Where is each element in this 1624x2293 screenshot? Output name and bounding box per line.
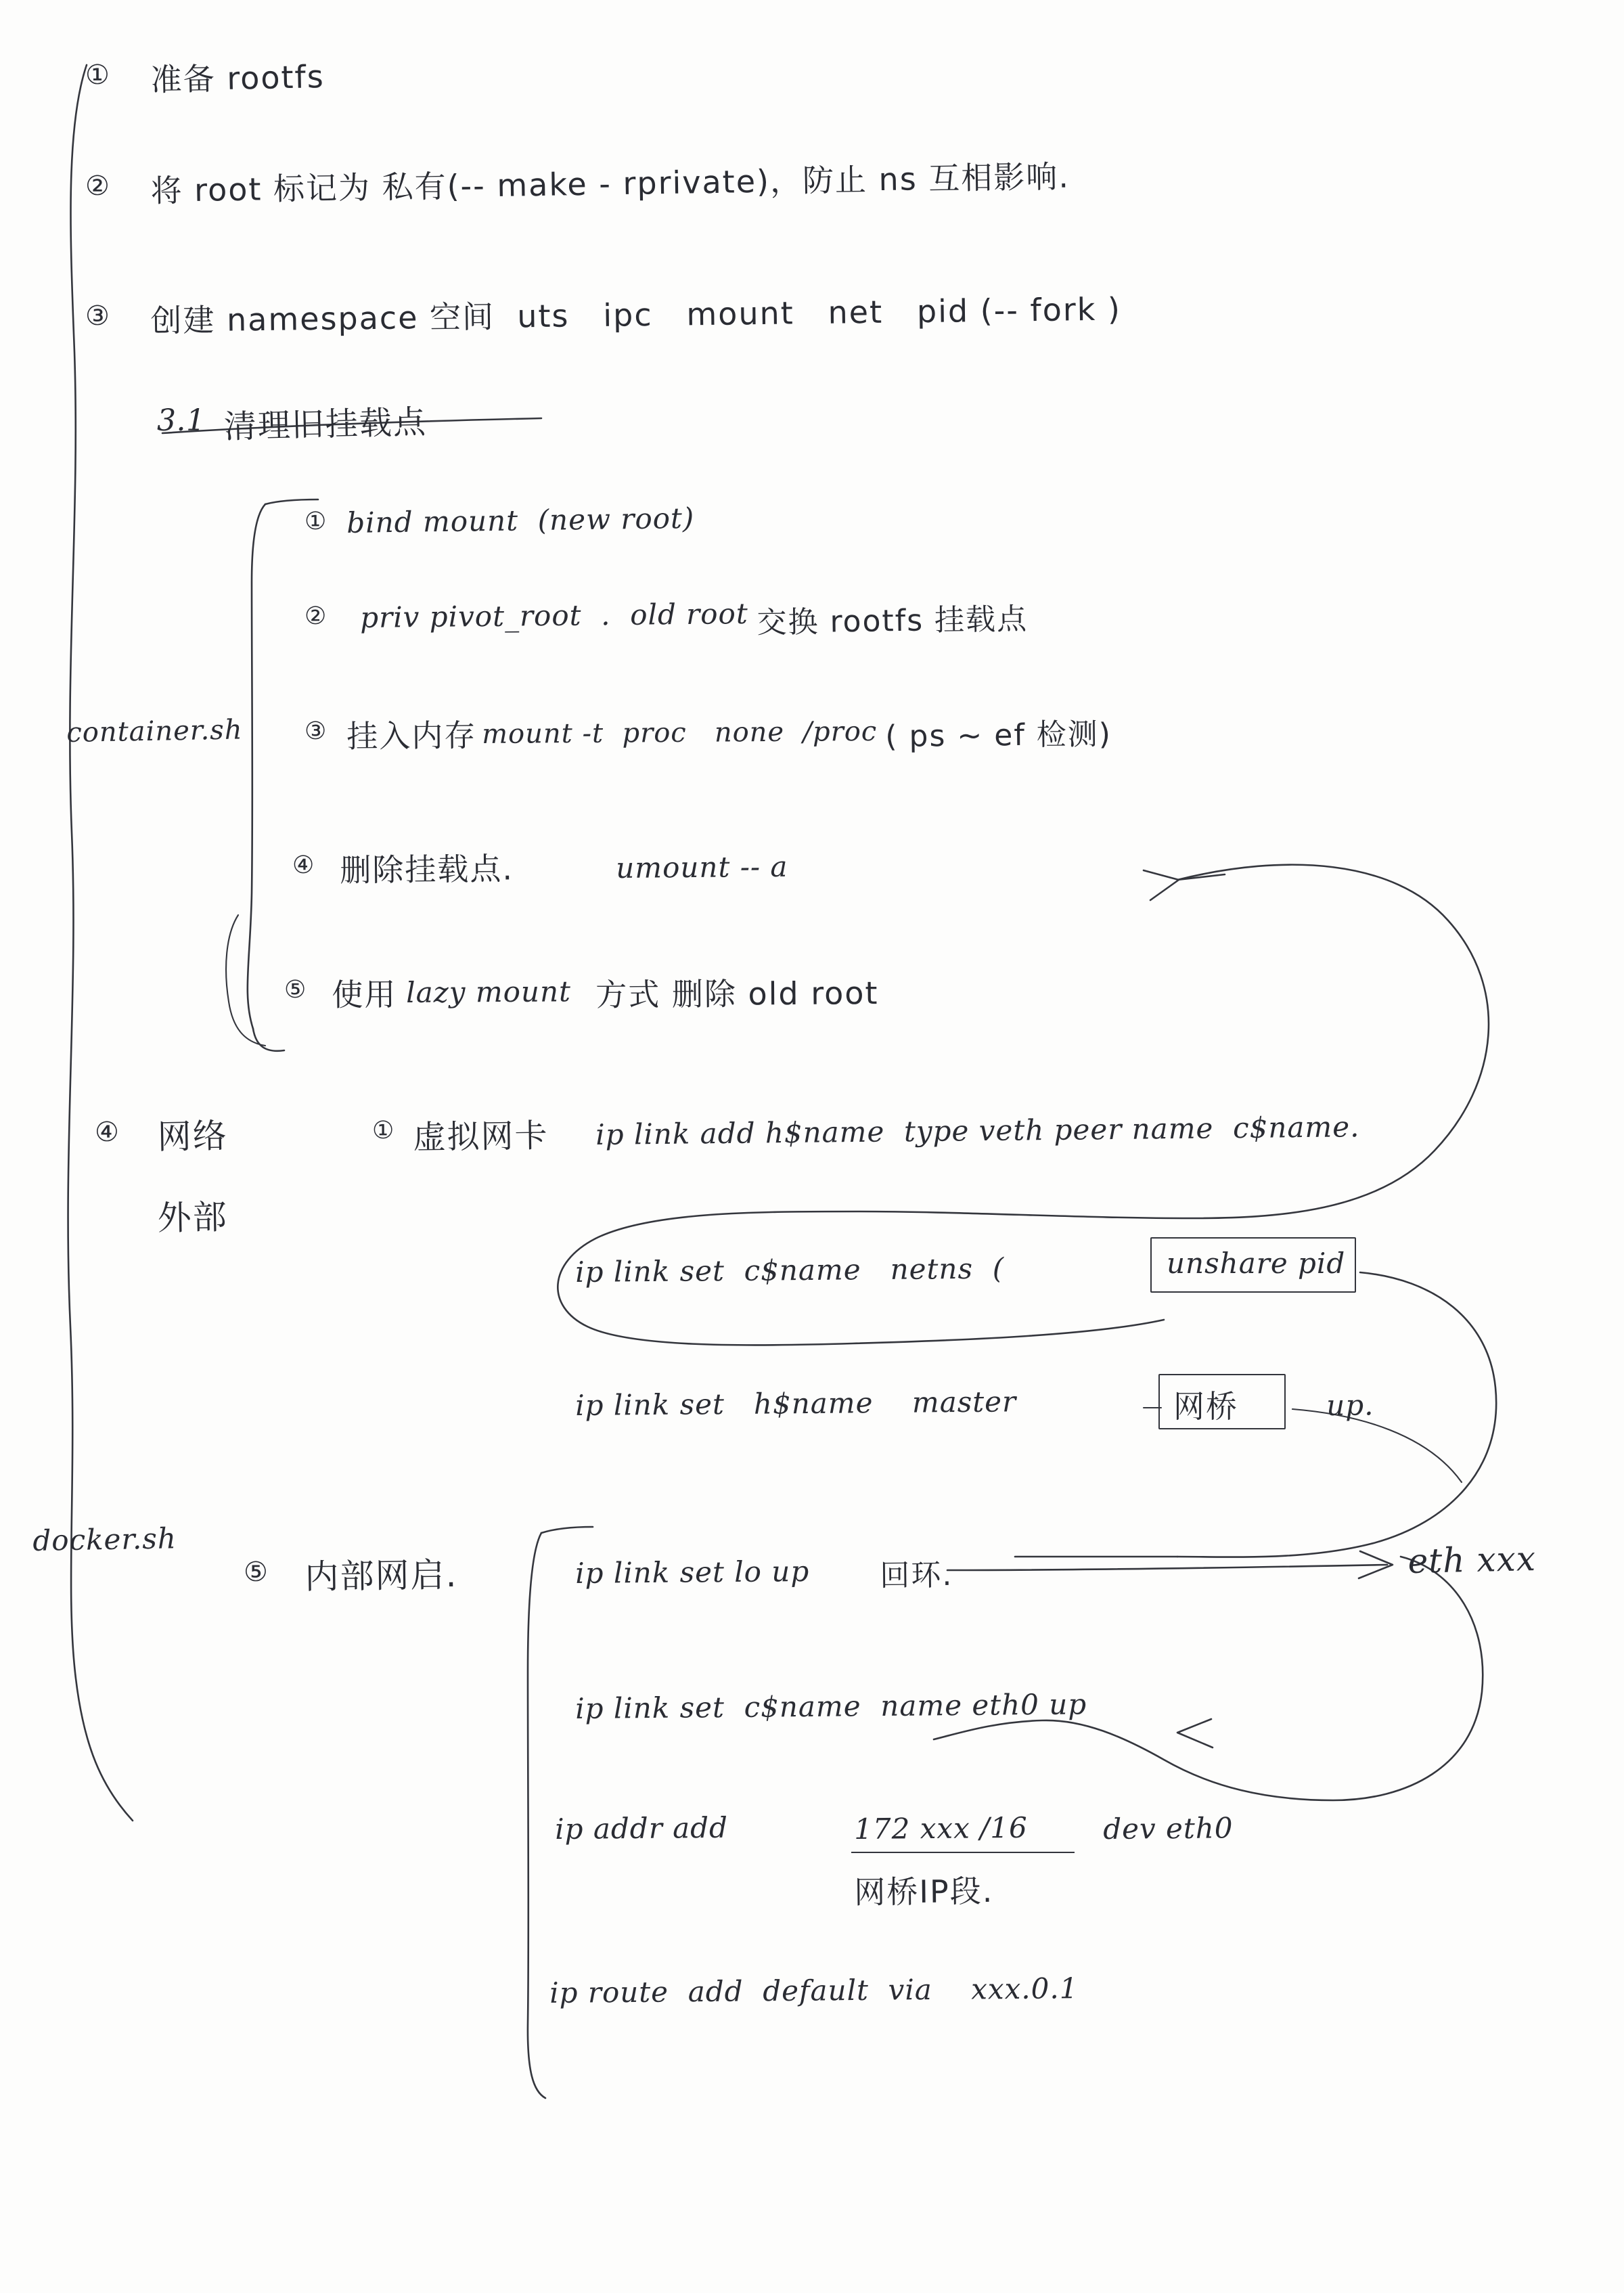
mount-substep-3-marker: ③ xyxy=(304,717,327,745)
mount-substep-2-marker: ② xyxy=(304,602,327,630)
struck-line-text: 清理旧挂载点 xyxy=(223,403,428,446)
container-sh-label: container.sh xyxy=(66,714,243,749)
mount-substep-3-prefix: 挂入内存 xyxy=(346,717,477,755)
bridge-box-label: 网桥 xyxy=(1173,1388,1238,1425)
internal-command-2: ip link set c$name name eth0 up xyxy=(575,1687,1087,1725)
internal-command-4: ip route add default via xxx.0.1 xyxy=(549,1972,1079,2009)
unshare-pid-box-label: unshare pid xyxy=(1167,1247,1346,1280)
mount-substep-5-suffix: 方式 删除 old root xyxy=(595,975,879,1013)
network-section-title-line2: 外部 xyxy=(157,1197,229,1238)
step-1-text: 准备 rootfs xyxy=(150,58,325,98)
internal-network-title: 内部网启. xyxy=(304,1555,458,1597)
internal-network-marker: ⑤ xyxy=(244,1557,269,1588)
internal-command-1-note: 回环. xyxy=(880,1557,953,1593)
network-item-2-command: ip link set c$name netns ( xyxy=(575,1251,1005,1289)
mount-substep-2-text: priv pivot_root . old root xyxy=(360,596,748,634)
mount-substep-5-marker: ⑤ xyxy=(284,976,307,1004)
mount-substep-4-marker: ④ xyxy=(292,851,315,879)
docker-sh-label: docker.sh xyxy=(32,1521,177,1557)
internal-command-3: ip addr add xyxy=(555,1810,729,1846)
step-2-text: 将 root 标记为 私有(-- make - rprivate)，防止 ns 互相影响. xyxy=(150,158,1070,209)
network-trailing-up: up. xyxy=(1326,1388,1374,1422)
network-section-marker: ④ xyxy=(95,1117,120,1148)
mount-substep-2-suffix: 交换 rootfs 挂载点 xyxy=(757,602,1029,640)
struck-line-marker: 3.1 xyxy=(157,403,206,438)
internal-command-3-tail: dev eth0 xyxy=(1103,1811,1234,1846)
mount-substep-5-text: lazy mount xyxy=(406,975,572,1009)
mount-substep-1-marker: ① xyxy=(304,508,327,535)
subnet-underline xyxy=(851,1852,1075,1853)
bridge-box xyxy=(1158,1374,1286,1429)
step-3-marker: ③ xyxy=(85,300,110,332)
mount-substep-1-text: bind mount (new root) xyxy=(346,501,695,539)
network-item-1-prefix: 虚拟网卡 xyxy=(413,1117,549,1157)
internal-command-3-subnet: 172 xxx /16 xyxy=(854,1810,1028,1846)
mount-substep-3-text: mount -t proc none /proc xyxy=(482,715,878,750)
mount-substep-4-text: umount -- a xyxy=(616,849,788,885)
internal-command-1: ip link set lo up xyxy=(575,1554,810,1590)
unshare-pid-box xyxy=(1150,1237,1356,1293)
network-item-3-command: ip link set h$name master xyxy=(575,1385,1017,1422)
eth-xxx-annotation: eth xxx xyxy=(1407,1539,1537,1581)
step-1-marker: ① xyxy=(85,60,110,91)
network-section-title-line1: 网络 xyxy=(157,1116,229,1157)
mount-substep-3-suffix: ( ps ~ ef 检测) xyxy=(885,717,1112,754)
internal-command-3-note: 网桥IP段. xyxy=(854,1872,994,1911)
mount-substep-5-prefix: 使用 xyxy=(332,976,397,1013)
mount-substep-4-prefix: 删除挂载点. xyxy=(340,850,514,889)
step-2-marker: ② xyxy=(85,171,110,202)
network-item-1-marker: ① xyxy=(372,1117,394,1144)
step-3-text: 创建 namespace 空间 uts ipc mount net pid (-- fork ) xyxy=(150,290,1122,339)
network-item-1-command: ip link add h$name type veth peer name c$name. xyxy=(595,1110,1360,1151)
